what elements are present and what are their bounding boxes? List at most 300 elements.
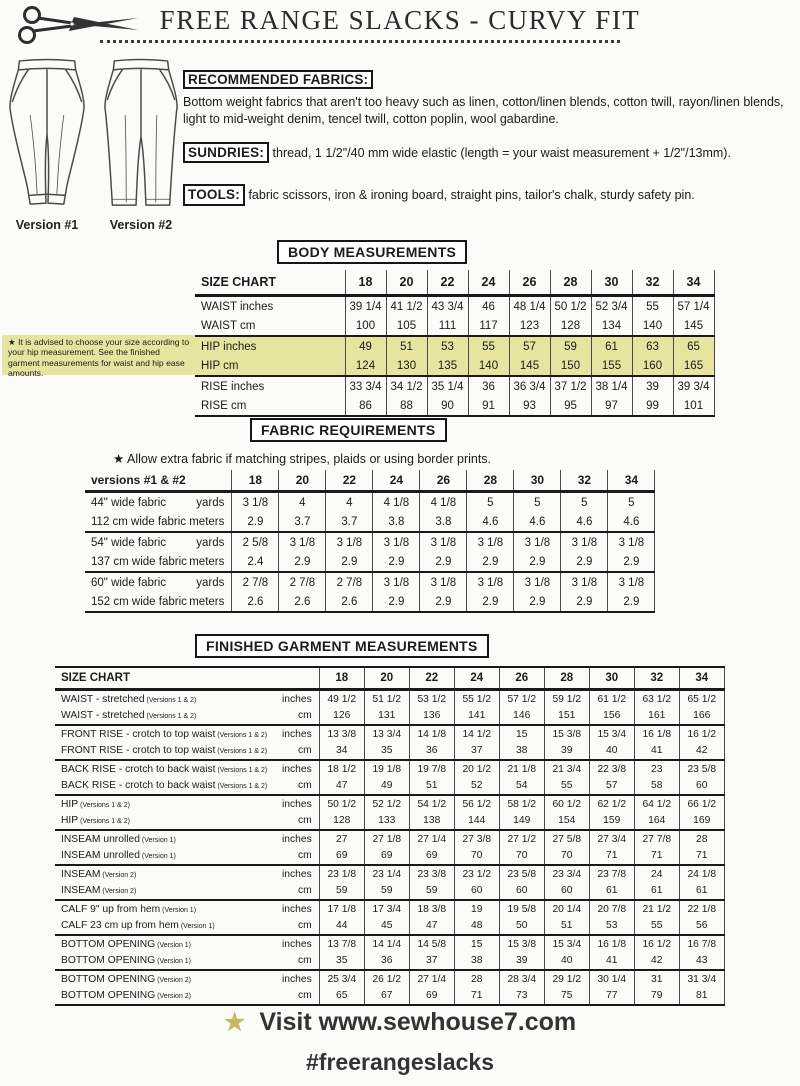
measurement-cell: 50 1/2 [550, 296, 591, 317]
measurement-cell: 15 [499, 725, 544, 743]
measurement-cell: 150 [550, 356, 591, 376]
measurement-cell: 27 1/8 [364, 830, 409, 848]
measurement-cell: 2 7/8 [279, 572, 326, 592]
row-label-note: (Version 1) [160, 906, 197, 914]
measurement-cell: 36 [409, 743, 454, 761]
measurement-cell: 75 [544, 988, 589, 1006]
measurement-cell: 20 7/8 [589, 900, 634, 918]
measurement-cell: 141 [454, 708, 499, 726]
measurement-cell: 27 1/4 [409, 970, 454, 988]
row-label: BOTTOM OPENING (Version 1) [55, 935, 267, 953]
row-unit: yards [187, 532, 232, 552]
measurement-cell: 60 [544, 883, 589, 901]
measurement-cell: 57 [509, 336, 550, 356]
measurement-cell: 27 1/4 [409, 830, 454, 848]
row-unit: cm [298, 920, 312, 932]
measurement-cell: 53 1/2 [409, 690, 454, 708]
measurement-cell: 61 [634, 883, 679, 901]
measurement-cell: 52 1/2 [364, 795, 409, 813]
measurement-cell: 2.9 [420, 552, 467, 572]
size-column-header: 34 [673, 270, 714, 296]
measurement-cell: 128 [550, 316, 591, 336]
measurement-cell: 37 1/2 [550, 376, 591, 396]
measurement-cell: 50 [499, 918, 544, 936]
row-label-note: (Version 1) [155, 941, 192, 949]
row-unit: inches [267, 830, 319, 848]
body-measurements-table [195, 270, 715, 417]
measurement-cell: 60 [679, 778, 724, 796]
measurement-cell: 41 1/2 [386, 296, 427, 317]
measurement-cell: 2.9 [326, 552, 373, 572]
row-label: WAIST - stretched (Versions 1 & 2) [61, 693, 197, 705]
dotted-divider [100, 40, 620, 43]
size-column-header: 18 [232, 470, 279, 492]
measurement-cell: 14 1/4 [364, 935, 409, 953]
measurement-cell: 39 [499, 953, 544, 971]
measurement-cell: 117 [468, 316, 509, 336]
row-label: RISE inches [195, 376, 345, 396]
measurement-cell: 41 [634, 743, 679, 761]
row-label-note: (Versions 1 & 2) [144, 696, 197, 704]
measurement-cell: 105 [386, 316, 427, 336]
measurement-cell: 2.9 [467, 592, 514, 612]
measurement-cell: 79 [634, 988, 679, 1006]
measurement-cell: 5 [561, 492, 608, 513]
measurement-cell: 164 [634, 813, 679, 831]
row-unit: cm [298, 850, 312, 862]
measurement-cell: 4.6 [467, 512, 514, 532]
row-unit: cm [298, 745, 312, 757]
measurement-cell: 22 1/8 [679, 900, 724, 918]
measurement-cell: 73 [499, 988, 544, 1006]
measurement-cell: 44 [319, 918, 364, 936]
measurement-cell: 3 1/8 [326, 532, 373, 552]
measurement-cell: 57 1/2 [499, 690, 544, 708]
measurement-cell: 169 [679, 813, 724, 831]
measurement-cell: 51 [409, 778, 454, 796]
body-measurements-title: BODY MEASUREMENTS [277, 240, 467, 264]
measurement-cell: 27 [319, 830, 364, 848]
measurement-cell: 27 3/4 [589, 830, 634, 848]
row-label-note: (Version 1) [178, 923, 215, 931]
measurement-cell: 56 [679, 918, 724, 936]
measurement-cell: 38 [499, 743, 544, 761]
row-unit: cm [298, 710, 312, 722]
measurement-cell: 161 [634, 708, 679, 726]
measurement-cell: 93 [509, 396, 550, 416]
measurement-cell: 151 [544, 708, 589, 726]
measurement-cell: 53 [589, 918, 634, 936]
measurement-cell: 28 [454, 970, 499, 988]
table-size-header: versions #1 & #2 [85, 470, 232, 492]
row-label: WAIST inches [201, 300, 274, 313]
row-label: 54" wide fabric [85, 532, 187, 552]
row-label-note: (Versions 1 & 2) [78, 801, 130, 809]
finished-garment-title: FINISHED GARMENT MEASUREMENTS [195, 634, 489, 658]
measurement-cell: 21 3/4 [544, 760, 589, 778]
measurement-cell: 4 [279, 492, 326, 513]
measurement-cell: 111 [427, 316, 468, 336]
measurement-cell: 138 [409, 813, 454, 831]
measurement-cell: 49 [345, 336, 386, 356]
measurement-cell: 140 [632, 316, 673, 336]
measurement-cell: 16 7/8 [679, 935, 724, 953]
measurement-cell: 15 3/4 [589, 725, 634, 743]
measurement-cell: 71 [634, 848, 679, 866]
measurement-cell: 19 5/8 [499, 900, 544, 918]
row-label-note: (Version 2) [155, 993, 192, 1001]
size-column-header: 28 [550, 270, 591, 296]
row-label-note: (Versions 1 & 2) [144, 713, 197, 721]
row-label-note: (Versions 1 & 2) [215, 731, 268, 739]
measurement-cell: 154 [544, 813, 589, 831]
size-column-header: 26 [509, 270, 550, 296]
measurement-cell: 60 [454, 883, 499, 901]
measurement-cell: 149 [499, 813, 544, 831]
measurement-cell: 126 [319, 708, 364, 726]
table-size-header: SIZE CHART [55, 667, 319, 690]
measurement-cell: 2.4 [232, 552, 279, 572]
size-advice-note: ★ It is advised to choose your size according to your hip measurement. See the finished garment measurements for waist and hip ease amounts. [2, 335, 195, 375]
row-label-note: (Version 1) [139, 836, 176, 844]
row-unit: inches [267, 795, 319, 813]
measurement-cell: 47 [409, 918, 454, 936]
measurement-cell: 55 [632, 296, 673, 317]
measurement-cell: 86 [345, 396, 386, 416]
measurement-cell: 4.6 [608, 512, 655, 532]
measurement-cell: 59 [364, 883, 409, 901]
measurement-cell: 131 [364, 708, 409, 726]
row-label: CALF 9" up from hem (Version 1) [55, 900, 267, 918]
measurement-cell: 61 [591, 336, 632, 356]
measurement-cell: 13 3/8 [319, 725, 364, 743]
row-label: 152 cm wide fabric [91, 595, 187, 608]
measurement-cell: 55 [468, 336, 509, 356]
measurement-cell: 2.9 [561, 552, 608, 572]
measurement-cell: 59 [409, 883, 454, 901]
row-label: 112 cm wide fabric [91, 515, 187, 528]
measurement-cell: 3 1/8 [467, 532, 514, 552]
measurement-cell: 2.9 [279, 552, 326, 572]
measurement-cell: 22 3/8 [589, 760, 634, 778]
footer-star-icon: ★ [223, 1009, 246, 1036]
row-unit: cm [298, 885, 312, 897]
measurement-cell: 3 1/8 [467, 572, 514, 592]
size-column-header: 34 [608, 470, 655, 492]
measurement-cell: 3 1/8 [232, 492, 279, 513]
measurement-cell: 63 1/2 [634, 690, 679, 708]
measurement-cell: 13 7/8 [319, 935, 364, 953]
measurement-cell: 27 1/2 [499, 830, 544, 848]
row-unit: cm [298, 780, 312, 792]
pants-version1-illustration [4, 56, 90, 216]
measurement-cell: 88 [386, 396, 427, 416]
measurement-cell: 133 [364, 813, 409, 831]
website-text: Visit www.sewhouse7.com [259, 1008, 577, 1036]
size-column-header: 22 [427, 270, 468, 296]
measurement-cell: 71 [454, 988, 499, 1006]
measurement-cell: 16 1/8 [589, 935, 634, 953]
measurement-cell: 69 [409, 988, 454, 1006]
row-label: BOTTOM OPENING (Version 1) [61, 955, 192, 967]
measurement-cell: 61 [589, 883, 634, 901]
measurement-cell: 23 3/4 [544, 865, 589, 883]
row-unit: inches [267, 725, 319, 743]
measurement-cell: 23 1/2 [454, 865, 499, 883]
measurement-cell: 62 1/2 [589, 795, 634, 813]
measurement-cell: 35 1/4 [427, 376, 468, 396]
measurement-cell: 36 [468, 376, 509, 396]
row-unit: inches [282, 693, 312, 705]
size-column-header: 22 [409, 667, 454, 690]
measurement-cell: 14 1/8 [409, 725, 454, 743]
measurement-cell: 54 [499, 778, 544, 796]
row-label-note: (Versions 1 & 2) [78, 818, 130, 826]
row-label-note: (Versions 1 & 2) [215, 783, 268, 791]
sundries-tag: SUNDRIES: [183, 142, 269, 164]
measurement-cell: 2.9 [373, 552, 420, 572]
fabric-requirements-title: FABRIC REQUIREMENTS [250, 418, 447, 442]
measurement-cell: 69 [409, 848, 454, 866]
size-column-header: 30 [591, 270, 632, 296]
measurement-cell: 23 3/8 [409, 865, 454, 883]
measurement-cell: 3 1/8 [514, 572, 561, 592]
measurement-cell: 61 1/2 [589, 690, 634, 708]
measurement-cell: 49 1/2 [319, 690, 364, 708]
measurement-cell: 27 3/8 [454, 830, 499, 848]
row-label-note: (Version 1) [139, 853, 176, 861]
measurement-cell: 63 [632, 336, 673, 356]
measurement-cell: 54 1/2 [409, 795, 454, 813]
sundries-text: thread, 1 1/2"/40 mm wide elastic (length = your waist measurement + 1/2"/13mm). [272, 145, 731, 160]
measurement-cell: 37 [409, 953, 454, 971]
row-label: CALF 23 cm up from hem (Version 1) [61, 920, 215, 932]
measurement-cell: 3 1/8 [420, 572, 467, 592]
measurement-cell: 2 5/8 [232, 532, 279, 552]
measurement-cell: 18 3/8 [409, 900, 454, 918]
measurement-cell: 4.6 [514, 512, 561, 532]
measurement-cell: 55 [634, 918, 679, 936]
measurement-cell: 144 [454, 813, 499, 831]
measurement-cell: 36 [364, 953, 409, 971]
row-label-note: (Versions 1 & 2) [215, 748, 268, 756]
measurement-cell: 59 [550, 336, 591, 356]
size-column-header: 28 [544, 667, 589, 690]
measurement-cell: 100 [345, 316, 386, 336]
measurement-cell: 4 [326, 492, 373, 513]
row-unit: yards [196, 496, 225, 509]
measurement-cell: 2.9 [373, 592, 420, 612]
measurement-cell: 2 7/8 [232, 572, 279, 592]
measurement-cell: 14 5/8 [409, 935, 454, 953]
measurement-cell: 2.9 [514, 552, 561, 572]
measurement-cell: 95 [550, 396, 591, 416]
measurement-cell: 165 [673, 356, 714, 376]
measurement-cell: 3 1/8 [608, 532, 655, 552]
measurement-cell: 5 [608, 492, 655, 513]
measurement-cell: 24 1/8 [679, 865, 724, 883]
measurement-cell: 56 1/2 [454, 795, 499, 813]
measurement-cell: 23 [634, 760, 679, 778]
measurement-cell: 2.6 [279, 592, 326, 612]
pants-version2-illustration [98, 56, 184, 216]
measurement-cell: 160 [632, 356, 673, 376]
measurement-cell: 23 5/8 [499, 865, 544, 883]
measurement-cell: 52 3/4 [591, 296, 632, 317]
measurement-cell: 51 [386, 336, 427, 356]
measurement-cell: 124 [345, 356, 386, 376]
measurement-cell: 69 [364, 848, 409, 866]
measurement-cell: 65 1/2 [679, 690, 724, 708]
row-label: INSEAM (Version 2) [61, 885, 137, 897]
row-unit: cm [298, 955, 312, 967]
measurement-cell: 42 [634, 953, 679, 971]
measurement-cell: 2.6 [232, 592, 279, 612]
measurement-cell: 16 1/2 [679, 725, 724, 743]
measurement-cell: 43 3/4 [427, 296, 468, 317]
row-unit: inches [267, 935, 319, 953]
page-title: FREE RANGE SLACKS - CURVY FIT [159, 5, 641, 35]
measurement-cell: 29 1/2 [544, 970, 589, 988]
measurement-cell: 18 1/2 [319, 760, 364, 778]
size-column-header: 32 [634, 667, 679, 690]
row-label: WAIST cm [201, 319, 256, 332]
measurement-cell: 70 [499, 848, 544, 866]
measurement-cell: 60 1/2 [544, 795, 589, 813]
measurement-cell: 77 [589, 988, 634, 1006]
row-label: 44" wide fabric [91, 496, 167, 509]
measurement-cell: 61 [679, 883, 724, 901]
version2-label: Version #2 [109, 218, 173, 232]
measurement-cell: 97 [591, 396, 632, 416]
measurement-cell: 49 [364, 778, 409, 796]
measurement-cell: 2.9 [561, 592, 608, 612]
measurement-cell: 19 1/8 [364, 760, 409, 778]
measurement-cell: 146 [499, 708, 544, 726]
measurement-cell: 2 7/8 [326, 572, 373, 592]
measurement-cell: 28 3/4 [499, 970, 544, 988]
size-column-header: 24 [454, 667, 499, 690]
measurement-cell: 16 1/8 [634, 725, 679, 743]
row-unit: meters [189, 555, 225, 568]
measurement-cell: 55 1/2 [454, 690, 499, 708]
row-label: FRONT RISE - crotch to top waist (Versions 1 & 2) [55, 725, 267, 743]
measurement-cell: 33 3/4 [345, 376, 386, 396]
row-unit: yards [187, 572, 232, 592]
measurement-cell: 20 1/4 [544, 900, 589, 918]
measurement-cell: 140 [468, 356, 509, 376]
measurement-cell: 21 1/2 [634, 900, 679, 918]
measurement-cell: 57 1/4 [673, 296, 714, 317]
row-label: INSEAM unrolled (Version 1) [61, 850, 176, 862]
measurement-cell: 21 1/8 [499, 760, 544, 778]
size-column-header: 20 [279, 470, 326, 492]
measurement-cell: 38 [454, 953, 499, 971]
info-block [183, 70, 795, 227]
measurement-cell: 24 [634, 865, 679, 883]
measurement-cell: 26 1/2 [364, 970, 409, 988]
measurement-cell: 3 1/8 [561, 572, 608, 592]
row-label: BACK RISE - crotch to back waist (Versions 1 & 2) [61, 780, 268, 792]
measurement-cell: 64 1/2 [634, 795, 679, 813]
measurement-cell: 2.9 [514, 592, 561, 612]
measurement-cell: 17 3/4 [364, 900, 409, 918]
measurement-cell: 3 1/8 [279, 532, 326, 552]
measurement-cell: 166 [679, 708, 724, 726]
finished-garment-table [55, 666, 725, 1006]
measurement-cell: 3.8 [420, 512, 467, 532]
measurement-cell: 40 [544, 953, 589, 971]
pants-illustrations [4, 56, 184, 232]
measurement-cell: 31 3/4 [679, 970, 724, 988]
measurement-cell: 27 5/8 [544, 830, 589, 848]
row-label: HIP (Versions 1 & 2) [61, 815, 130, 827]
row-label: 137 cm wide fabric [91, 555, 187, 568]
measurement-cell: 20 1/2 [454, 760, 499, 778]
measurement-cell: 35 [319, 953, 364, 971]
size-column-header: 26 [499, 667, 544, 690]
recommended-fabrics-tag: RECOMMENDED FABRICS: [183, 70, 373, 89]
measurement-cell: 71 [589, 848, 634, 866]
measurement-cell: 69 [319, 848, 364, 866]
measurement-cell: 35 [364, 743, 409, 761]
measurement-cell: 145 [509, 356, 550, 376]
size-column-header: 20 [386, 270, 427, 296]
measurement-cell: 3.7 [279, 512, 326, 532]
row-label-note: (Version 2) [155, 976, 192, 984]
measurement-cell: 16 1/2 [634, 935, 679, 953]
measurement-cell: 65 [673, 336, 714, 356]
row-label-note: (Version 1) [155, 958, 192, 966]
measurement-cell: 31 [634, 970, 679, 988]
row-unit: inches [267, 865, 319, 883]
measurement-cell: 23 1/8 [319, 865, 364, 883]
row-label: FRONT RISE - crotch to top waist (Versions 1 & 2) [61, 745, 268, 757]
row-label: WAIST - stretched (Versions 1 & 2) [61, 710, 197, 722]
row-label-note: (Versions 1 & 2) [215, 766, 268, 774]
measurement-cell: 60 [499, 883, 544, 901]
measurement-cell: 3 1/8 [514, 532, 561, 552]
row-unit: cm [298, 990, 312, 1002]
measurement-cell: 130 [386, 356, 427, 376]
measurement-cell: 39 3/4 [673, 376, 714, 396]
row-unit: meters [189, 595, 225, 608]
footer [0, 1008, 800, 1076]
measurement-cell: 52 [454, 778, 499, 796]
measurement-cell: 59 1/2 [544, 690, 589, 708]
measurement-cell: 48 1/4 [509, 296, 550, 317]
measurement-cell: 81 [679, 988, 724, 1006]
size-column-header: 30 [589, 667, 634, 690]
hashtag-text: #freerangeslacks [306, 1049, 494, 1075]
measurement-cell: 51 1/2 [364, 690, 409, 708]
measurement-cell: 4 1/8 [420, 492, 467, 513]
measurement-cell: 5 [514, 492, 561, 513]
measurement-cell: 23 1/4 [364, 865, 409, 883]
measurement-cell: 3 1/8 [373, 572, 420, 592]
measurement-cell: 134 [591, 316, 632, 336]
tools-tag: TOOLS: [183, 184, 245, 206]
row-label-note: (Version 2) [100, 888, 137, 896]
measurement-cell: 59 [319, 883, 364, 901]
row-unit: inches [267, 900, 319, 918]
measurement-cell: 2.9 [608, 592, 655, 612]
measurement-cell: 45 [364, 918, 409, 936]
measurement-cell: 39 1/4 [345, 296, 386, 317]
size-column-header: 30 [514, 470, 561, 492]
size-column-header: 26 [420, 470, 467, 492]
measurement-cell: 135 [427, 356, 468, 376]
